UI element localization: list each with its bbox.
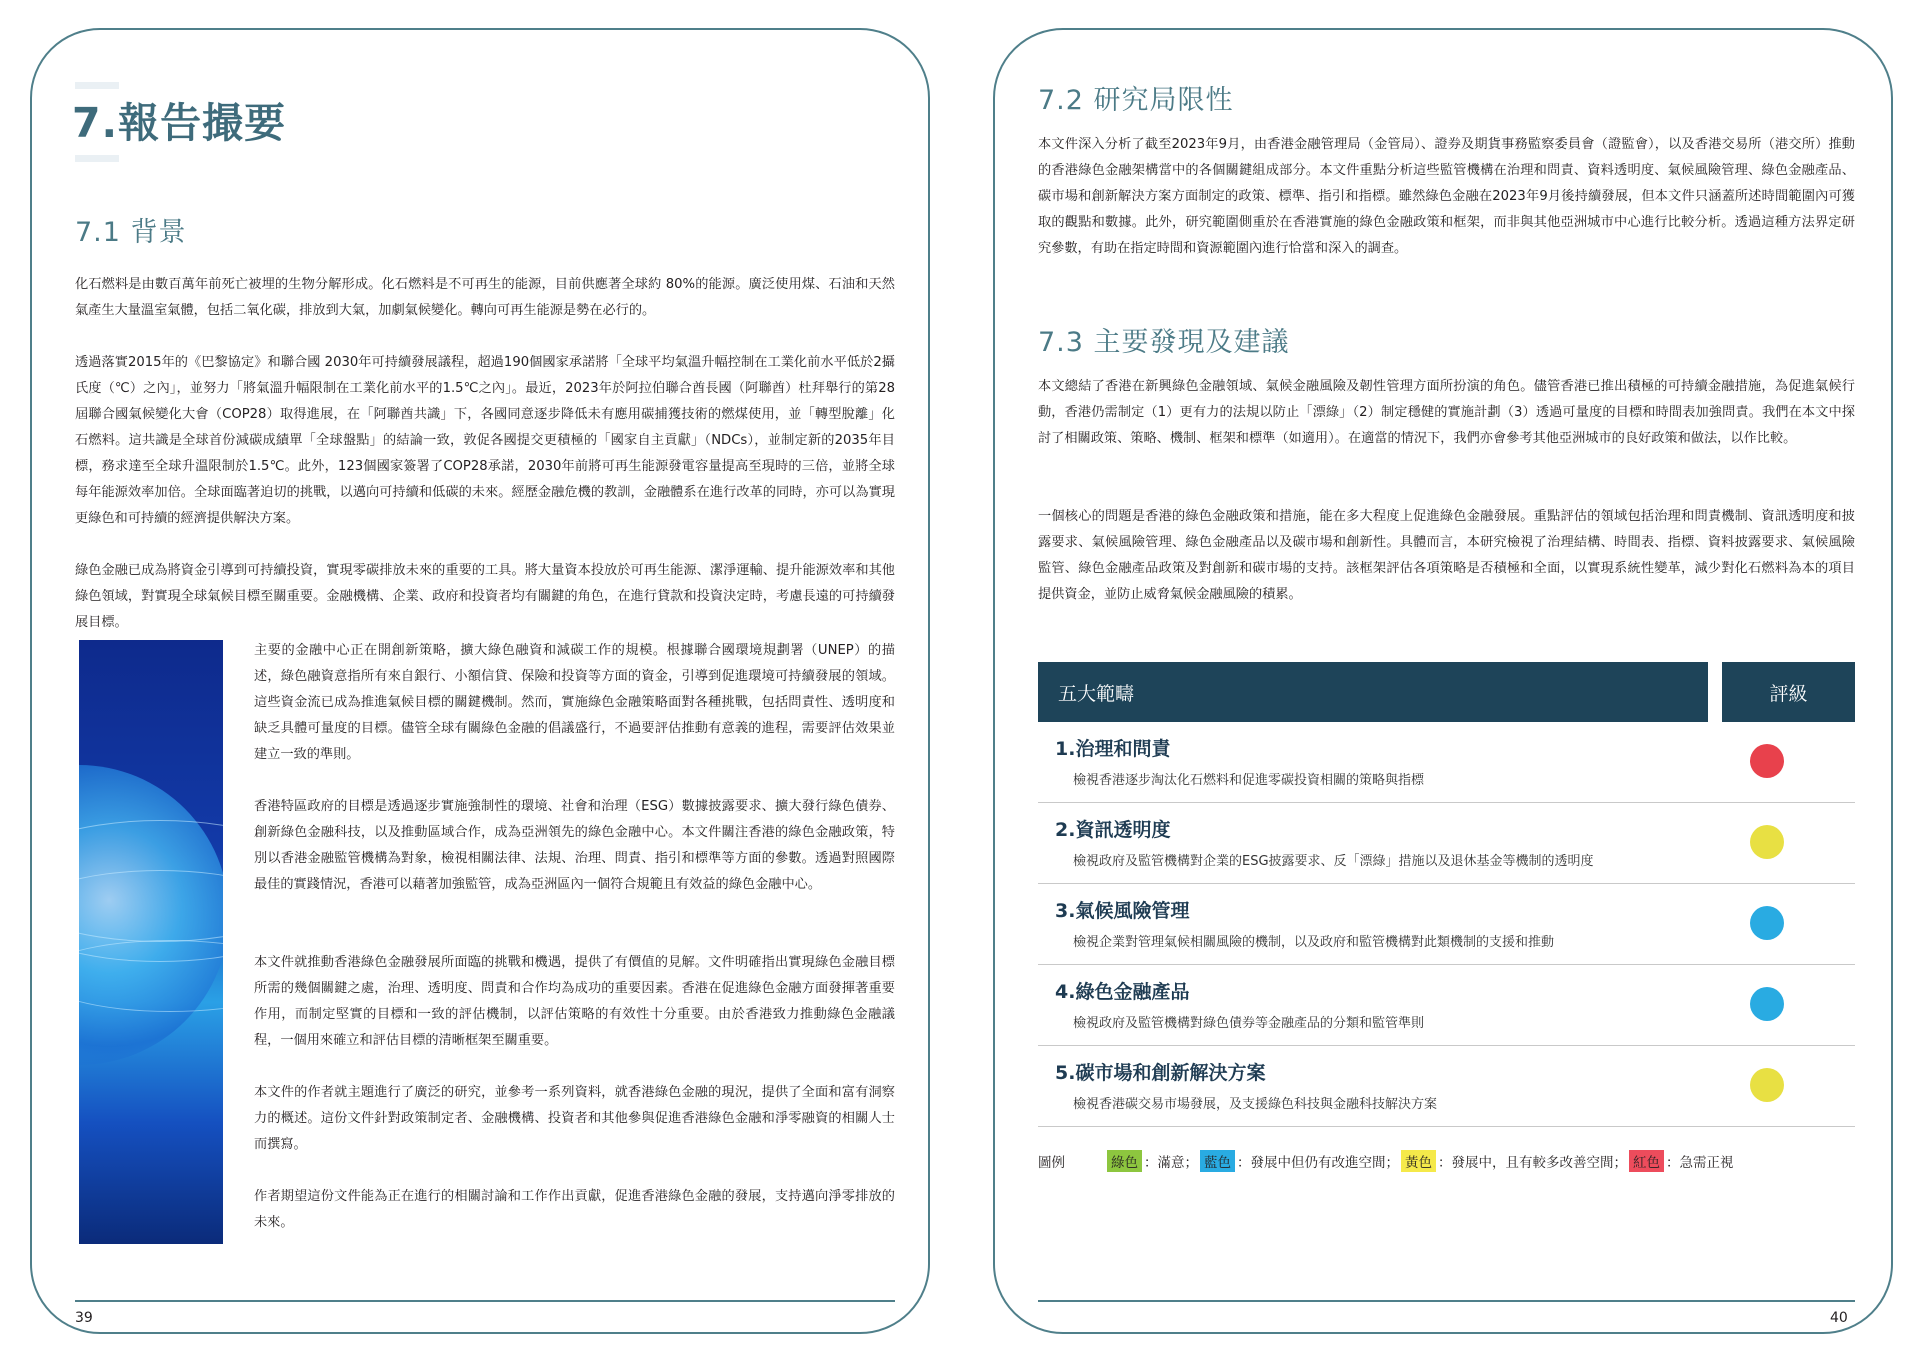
legend-tag-green: 綠色 [1107,1150,1142,1172]
paragraph-3: 綠色金融已成為將資金引導到可持續投資，實現零碳排放未來的重要的工具。將大量資本投放於可再生能源、潔淨運輸、提升能源效率和其他綠色領域，對實現全球氣候目標至關重要。金融機構、企業、政府和投資者均有關鍵的角色，在進行貸款和投資決定時，考慮長遠的可持續發展目標。 [75,563,895,630]
right-page [993,28,1893,1334]
title-accent-top [75,82,119,89]
title-accent-bottom [75,155,119,162]
table-row [1038,965,1855,1046]
paragraph-8: 作者期望這份文件能為正在進行的相關討論和工作作出貢獻，促進香港綠色金融的發展，支持邁向淨零排放的未來。 [254,1189,895,1230]
section-title-7-2: 7.2 研究局限性 [1038,85,1234,116]
rating-dot [1750,987,1784,1021]
left-page [30,28,930,1334]
chapter-title: 7.報告撮要 [72,99,287,147]
rating-dot [1750,744,1784,778]
rating-dot [1750,906,1784,940]
legend-text-blue: ：發展中但仍有改進空間； [1237,1155,1399,1171]
paragraph-6: 本文件就推動香港綠色金融發展所面臨的挑戰和機遇，提供了有價值的見解。文件明確指出實現綠色金融目標所需的幾個關鍵之處，治理、透明度、問責和合作均為成功的重要因素。香港在促進綠色金融方面發揮著重要作用，而制定堅實的目標和一致的評估機制，以評估策略的有效性十分重要。由於香港致力推動綠色金融議程，一個用來確立和評估目標的清晰框架至關重要。 [254,955,895,1048]
row-desc: 檢視香港碳交易市場發展，及支援綠色科技與金融科技解決方案 [1073,1097,1438,1112]
legend-tag-yellow: 黃色 [1401,1150,1436,1172]
page-number: 40 [1830,1310,1848,1326]
paragraph-2: 透過落實2015年的《巴黎協定》和聯合國 2030年可持續發展議程，超過190個國家承諾將「全球平均氣溫升幅控制在工業化前水平低於2攝氏度（℃）之內」，並努力「將氣溫升幅限制在工業化前水平的1.5℃之內」。最近，2023年於阿拉伯聯合酋長國（阿聯酋）杜拜舉行的第28屆聯合國氣候變化大會（COP28）取得進展，在「阿聯酋共識」下，各國同意逐步降低未有應用碳捕獲技術的燃煤使用，並「轉型脫離」化石燃料。這共識是全球首份減碳成績單「全球盤點」的結論一致，敦促各國提交更積極的「國家自主貢獻」（NDCs），並制定新的2035年目標，務求達至全球升溫限制於1.5℃。此外，123個國家簽署了COP28承諾，2030年前將可再生能源發電容量提高至現時的三倍，並將全球每年能源效率加倍。全球面臨著迫切的挑戰，以邁向可持續和低碳的未來。經歷金融危機的教訓，金融體系在進行改革的同時，亦可以為實現更綠色和可持續的經濟提供解決方案。 [75,355,895,526]
row-desc: 檢視香港逐步淘汰化石燃料和促進零碳投資相關的策略與指標 [1073,773,1425,788]
legend [1038,1150,1734,1172]
footer-rule [75,1300,895,1302]
table-row [1038,722,1855,803]
paragraph-7-3-b: 一個核心的問題是香港的綠色金融政策和措施，能在多大程度上促進綠色金融發展。重點評估的領域包括治理和問責機制、資訊透明度和披露要求、氣候風險管理、綠色金融產品以及碳市場和創新性。具體而言，本研究檢視了治理結構、時間表、指標、資料披露要求、氣候風險監管、綠色金融產品政策及對創新和碳市場的支持。該框架評估各項策略是否積極和全面，以實現系統性變革，減少對化石燃料為本的項目提供資金，並防止威脅氣候金融風險的積累。 [1038,509,1855,602]
row-title: 3.氣候風險管理 [1055,900,1190,922]
legend-text-yellow: ：發展中，且有較多改善空間； [1438,1155,1627,1171]
table-row [1038,1046,1855,1127]
paragraph-5: 香港特區政府的目標是透過逐步實施強制性的環境、社會和治理（ESG）數據披露要求、擴大發行綠色債券、創新綠色金融科技，以及推動區域合作，成為亞洲領先的綠色金融中心。本文件關注香港的綠色金融政策，特別以香港金融監管機構為對象，檢視相關法律、法規、治理、問責、指引和標準等方面的參數。透過對照國際最佳的實踐情況，香港可以藉著加強監管，成為亞洲區內一個符合規範且有效益的綠色金融中心。 [254,799,895,892]
paragraph-4: 主要的金融中心正在開創新策略，擴大綠色融資和減碳工作的規模。根據聯合國環境規劃署（UNEP）的描述，綠色融資意指所有來自銀行、小額信貸、保險和投資等方面的資金，引導到促進環境可持續發展的領域。這些資金流已成為推進氣候目標的關鍵機制。然而，實施綠色金融策略面對各種挑戰，包括問責性、透明度和缺乏具體可量度的目標。儘管全球有關綠色金融的倡議盛行，不過要評估推動有意義的進程，需要評估效果並建立一致的準則。 [254,643,895,762]
legend-tag-blue: 藍色 [1200,1150,1235,1172]
table-row [1038,884,1855,965]
paragraph-7: 本文件的作者就主題進行了廣泛的研究，並參考一系列資料，就香港綠色金融的現況，提供了全面和富有洞察力的概述。這份文件針對政策制定者、金融機構、投資者和其他參與促進香港綠色金融和淨零融資的相關人士而撰寫。 [254,1085,895,1152]
globe-image [79,640,223,1244]
row-desc: 檢視政府及監管機構對綠色債券等金融產品的分類和監管準則 [1073,1016,1425,1031]
rating-dot [1750,1068,1784,1102]
paragraph-7-2: 本文件深入分析了截至2023年9月，由香港金融管理局（金管局）、證券及期貨事務監察委員會（證監會），以及香港交易所（港交所）推動的香港綠色金融架構當中的各個關鍵組成部分。本文件重點分析這些監管機構在治理和問責、資料透明度、氣候風險管理、綠色金融產品、碳市場和創新解決方案方面制定的政策、標準、指引和指標。雖然綠色金融在2023年9月後持續發展，但本文件只涵蓋所述時間範圍內可獲取的觀點和數據。此外，研究範圍側重於在香港實施的綠色金融政策和框架，而非與其他亞洲城市中心進行比較分析。透過這種方法界定研究參數，有助在指定時間和資源範圍內進行恰當和深入的調查。 [1038,137,1855,256]
row-desc: 檢視企業對管理氣候相關風險的機制，以及政府和監管機構對此類機制的支援和推動 [1073,935,1555,950]
legend-label: 圖例 [1038,1155,1065,1171]
paragraph-7-3-a: 本文總結了香港在新興綠色金融領域、氣候金融風險及韌性管理方面所扮演的角色。儘管香港已推出積極的可持續金融措施，為促進氣候行動，香港仍需制定（1）更有力的法規以防止「漂綠」（2）制定穩健的實施計劃（3）透過可量度的目標和時間表加強問責。我們在本文中探討了相關政策、策略、機制、框架和標準（如適用）。在適當的情況下，我們亦會參考其他亞洲城市的良好政策和做法，以作比較。 [1038,379,1855,446]
rating-dot [1750,825,1784,859]
page-number: 39 [75,1310,93,1326]
legend-text-red: ：急需正視 [1666,1155,1734,1171]
row-title: 5.碳市場和創新解決方案 [1055,1062,1266,1084]
legend-tag-red: 紅色 [1629,1150,1664,1172]
row-desc: 檢視政府及監管機構對企業的ESG披露要求、反「漂綠」措施以及退休基金等機制的透明度 [1073,854,1594,869]
row-title: 2.資訊透明度 [1055,819,1171,841]
table-header-category: 五大範疇 [1038,662,1708,722]
footer-rule [1038,1300,1855,1302]
row-title: 4.綠色金融產品 [1055,981,1190,1003]
section-title-7-1: 7.1 背景 [75,217,187,248]
section-title-7-3: 7.3 主要發現及建議 [1038,327,1290,358]
table-row [1038,803,1855,884]
table-header-rating: 評級 [1722,662,1855,722]
paragraph-1: 化石燃料是由數百萬年前死亡被埋的生物分解形成。化石燃料是不可再生的能源，目前供應著全球約 80%的能源。廣泛使用煤、石油和天然氣產生大量溫室氣體，包括二氧化碳，排放到大氣，加劇氣候變化。轉向可再生能源是勢在必行的。 [75,277,895,318]
row-title: 1.治理和問責 [1055,738,1171,760]
legend-text-green: ：滿意； [1144,1155,1198,1171]
